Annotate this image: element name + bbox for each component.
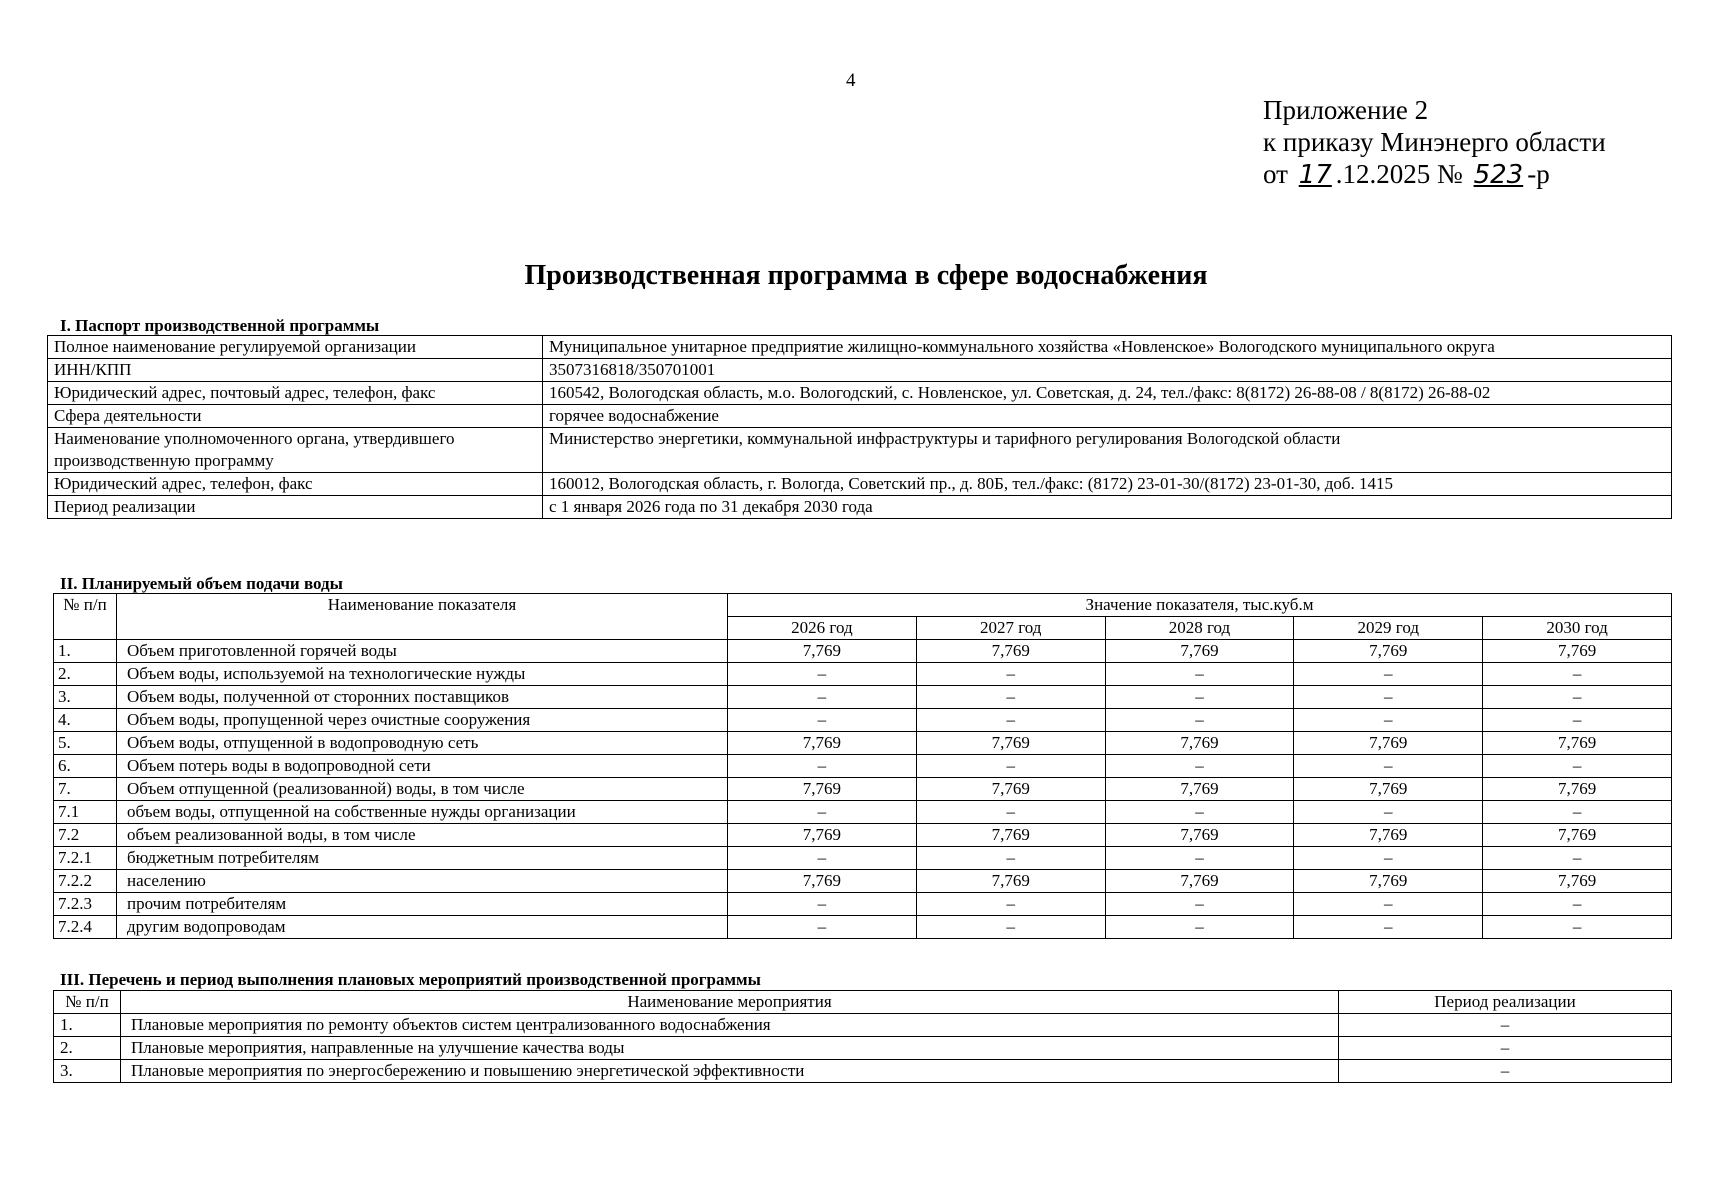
indicator-value: 7,769 bbox=[1294, 778, 1483, 801]
indicator-value: 7,769 bbox=[916, 870, 1105, 893]
row-number: 3. bbox=[54, 1060, 121, 1083]
row-number: 7.2 bbox=[54, 824, 117, 847]
table-row bbox=[54, 778, 1672, 801]
indicator-value: – bbox=[916, 709, 1105, 732]
table-row bbox=[54, 801, 1672, 824]
indicator-value: – bbox=[1294, 755, 1483, 778]
indicator-name: объем воды, отпущенной на собственные нужды организации bbox=[117, 801, 728, 824]
table-row bbox=[54, 1037, 1672, 1060]
indicator-name: Объем воды, используемой на технологические нужды bbox=[117, 663, 728, 686]
indicator-value: – bbox=[1105, 686, 1294, 709]
row-number: 2. bbox=[54, 663, 117, 686]
col-header-period: Период реализации bbox=[1339, 991, 1672, 1014]
indicator-value: 7,769 bbox=[1105, 778, 1294, 801]
table-row bbox=[54, 755, 1672, 778]
table-row bbox=[54, 663, 1672, 686]
indicator-name: объем реализованной воды, в том числе bbox=[117, 824, 728, 847]
document-title: Производственная программа в сфере водоснабжения bbox=[524, 260, 1208, 291]
row-number: 4. bbox=[54, 709, 117, 732]
measure-name: Плановые мероприятия по энергосбережению и повышению энергетической эффективности bbox=[121, 1060, 1339, 1083]
measure-period: – bbox=[1339, 1037, 1672, 1060]
year-header: 2026 год bbox=[728, 617, 917, 640]
indicator-value: – bbox=[916, 893, 1105, 916]
indicator-value: 7,769 bbox=[1483, 824, 1672, 847]
passport-value: Муниципальное унитарное предприятие жилищно-коммунального хозяйства «Новленское» Вологодского муниципального округа bbox=[543, 336, 1672, 359]
indicator-value: – bbox=[1105, 801, 1294, 824]
table-row bbox=[54, 824, 1672, 847]
indicator-value: – bbox=[1294, 663, 1483, 686]
indicator-value: – bbox=[728, 686, 917, 709]
measures-table bbox=[53, 990, 1672, 1083]
indicator-value: – bbox=[728, 801, 917, 824]
indicator-value: – bbox=[1105, 663, 1294, 686]
passport-row bbox=[48, 359, 1672, 382]
passport-value: 160012, Вологодская область, г. Вологда, Советский пр., д. 80Б, тел./факс: (8172) 23-01-30/(8172) 23-01-30, доб. 1415 bbox=[543, 473, 1672, 496]
appendix-line-2: к приказу Минэнерго области bbox=[1263, 127, 1606, 157]
indicator-value: – bbox=[1483, 755, 1672, 778]
indicator-name: прочим потребителям bbox=[117, 893, 728, 916]
indicator-value: – bbox=[728, 663, 917, 686]
indicator-value: – bbox=[1105, 893, 1294, 916]
indicator-value: 7,769 bbox=[1294, 824, 1483, 847]
indicator-value: 7,769 bbox=[1483, 640, 1672, 663]
indicator-value: – bbox=[1294, 801, 1483, 824]
indicator-value: – bbox=[1105, 755, 1294, 778]
measure-period: – bbox=[1339, 1060, 1672, 1083]
row-number: 7.2.4 bbox=[54, 916, 117, 939]
table-row bbox=[54, 893, 1672, 916]
row-number: 7.2.1 bbox=[54, 847, 117, 870]
indicator-value: – bbox=[1483, 916, 1672, 939]
row-number: 3. bbox=[54, 686, 117, 709]
indicator-value: – bbox=[728, 893, 917, 916]
handwritten-number: 523 bbox=[1473, 160, 1524, 190]
indicator-value: 7,769 bbox=[916, 732, 1105, 755]
col-header-name: Наименование показателя bbox=[117, 594, 728, 640]
indicator-value: – bbox=[916, 847, 1105, 870]
passport-key: Период реализации bbox=[48, 496, 543, 519]
passport-key: ИНН/КПП bbox=[48, 359, 543, 382]
indicator-name: Объем воды, полученной от сторонних поставщиков bbox=[117, 686, 728, 709]
indicator-value: 7,769 bbox=[728, 778, 917, 801]
col-header-measure: Наименование мероприятия bbox=[121, 991, 1339, 1014]
indicator-value: 7,769 bbox=[1105, 870, 1294, 893]
date-prefix: от bbox=[1263, 159, 1288, 189]
indicator-value: – bbox=[728, 847, 917, 870]
col-header-no: № п/п bbox=[54, 991, 121, 1014]
passport-table bbox=[47, 335, 1672, 519]
passport-key: Юридический адрес, телефон, факс bbox=[48, 473, 543, 496]
indicator-name: бюджетным потребителям bbox=[117, 847, 728, 870]
measure-name: Плановые мероприятия, направленные на улучшение качества воды bbox=[121, 1037, 1339, 1060]
row-number: 7.2.2 bbox=[54, 870, 117, 893]
indicator-name: населению bbox=[117, 870, 728, 893]
year-header: 2027 год bbox=[916, 617, 1105, 640]
appendix-date-line bbox=[1263, 158, 1606, 191]
indicator-value: – bbox=[1105, 709, 1294, 732]
appendix-line-1: Приложение 2 bbox=[1263, 95, 1429, 125]
row-number: 6. bbox=[54, 755, 117, 778]
passport-value: 160542, Вологодская область, м.о. Вологодский, с. Новленское, ул. Советская, д. 24, тел./факс: 8(8172) 26-88-08 / 8(8172) 26-88-02 bbox=[543, 382, 1672, 405]
passport-row bbox=[48, 496, 1672, 519]
volume-table bbox=[53, 593, 1672, 939]
number-suffix: -р bbox=[1527, 159, 1550, 189]
passport-value: 3507316818/350701001 bbox=[543, 359, 1672, 382]
table-row bbox=[54, 916, 1672, 939]
passport-row bbox=[48, 405, 1672, 428]
row-number: 1. bbox=[54, 1014, 121, 1037]
indicator-value: – bbox=[1483, 686, 1672, 709]
indicator-name: Объем отпущенной (реализованной) воды, в том числе bbox=[117, 778, 728, 801]
passport-value: горячее водоснабжение bbox=[543, 405, 1672, 428]
section-1-heading: I. Паспорт производственной программы bbox=[60, 316, 380, 335]
passport-row bbox=[48, 336, 1672, 359]
indicator-value: – bbox=[916, 663, 1105, 686]
passport-key: Наименование уполномоченного органа, утвердившего производственную программу bbox=[48, 428, 543, 473]
indicator-value: – bbox=[916, 801, 1105, 824]
indicator-value: – bbox=[1483, 847, 1672, 870]
table-row bbox=[54, 686, 1672, 709]
row-number: 7.2.3 bbox=[54, 893, 117, 916]
table-row bbox=[54, 870, 1672, 893]
indicator-value: 7,769 bbox=[728, 640, 917, 663]
measure-name: Плановые мероприятия по ремонту объектов систем централизованного водоснабжения bbox=[121, 1014, 1339, 1037]
indicator-value: – bbox=[1105, 916, 1294, 939]
indicator-name: Объем потерь воды в водопроводной сети bbox=[117, 755, 728, 778]
passport-key: Полное наименование регулируемой организации bbox=[48, 336, 543, 359]
indicator-value: – bbox=[1483, 709, 1672, 732]
indicator-value: – bbox=[1294, 686, 1483, 709]
indicator-value: – bbox=[1483, 893, 1672, 916]
passport-row bbox=[48, 473, 1672, 496]
passport-value: с 1 января 2026 года по 31 декабря 2030 года bbox=[543, 496, 1672, 519]
appendix-header bbox=[1263, 94, 1606, 191]
row-number: 5. bbox=[54, 732, 117, 755]
indicator-value: – bbox=[1294, 847, 1483, 870]
indicator-value: 7,769 bbox=[1105, 824, 1294, 847]
row-number: 1. bbox=[54, 640, 117, 663]
indicator-value: – bbox=[1294, 916, 1483, 939]
year-header: 2029 год bbox=[1294, 617, 1483, 640]
indicator-value: 7,769 bbox=[1294, 732, 1483, 755]
section-3-heading: III. Перечень и период выполнения плановых мероприятий производственной программы bbox=[60, 970, 761, 989]
indicator-value: 7,769 bbox=[728, 732, 917, 755]
indicator-value: – bbox=[728, 709, 917, 732]
indicator-value: 7,769 bbox=[1483, 732, 1672, 755]
indicator-value: – bbox=[1483, 663, 1672, 686]
indicator-value: 7,769 bbox=[1483, 870, 1672, 893]
indicator-value: – bbox=[1294, 709, 1483, 732]
indicator-value: 7,769 bbox=[1105, 640, 1294, 663]
table-row bbox=[54, 1014, 1672, 1037]
indicator-value: 7,769 bbox=[728, 870, 917, 893]
indicator-name: Объем воды, отпущенной в водопроводную сеть bbox=[117, 732, 728, 755]
indicator-value: 7,769 bbox=[916, 778, 1105, 801]
row-number: 2. bbox=[54, 1037, 121, 1060]
year-header: 2028 год bbox=[1105, 617, 1294, 640]
table-row bbox=[54, 640, 1672, 663]
table-row bbox=[54, 847, 1672, 870]
indicator-value: 7,769 bbox=[1294, 870, 1483, 893]
page-number: 4 bbox=[846, 70, 856, 91]
indicator-value: 7,769 bbox=[916, 824, 1105, 847]
indicator-value: – bbox=[916, 686, 1105, 709]
row-number: 7. bbox=[54, 778, 117, 801]
passport-key: Юридический адрес, почтовый адрес, телефон, факс bbox=[48, 382, 543, 405]
table-row bbox=[54, 709, 1672, 732]
table-row bbox=[54, 1060, 1672, 1083]
indicator-value: – bbox=[916, 755, 1105, 778]
table-row bbox=[54, 732, 1672, 755]
indicator-value: 7,769 bbox=[1105, 732, 1294, 755]
year-header: 2030 год bbox=[1483, 617, 1672, 640]
section-2-heading: II. Планируемый объем подачи воды bbox=[60, 574, 343, 593]
indicator-value: – bbox=[728, 755, 917, 778]
indicator-name: другим водопроводам bbox=[117, 916, 728, 939]
passport-value: Министерство энергетики, коммунальной инфраструктуры и тарифного регулирования Вологодской области bbox=[543, 428, 1672, 473]
indicator-value: – bbox=[916, 916, 1105, 939]
indicator-value: 7,769 bbox=[1294, 640, 1483, 663]
indicator-value: 7,769 bbox=[916, 640, 1105, 663]
indicator-name: Объем приготовленной горячей воды bbox=[117, 640, 728, 663]
row-number: 7.1 bbox=[54, 801, 117, 824]
passport-key: Сфера деятельности bbox=[48, 405, 543, 428]
measure-period: – bbox=[1339, 1014, 1672, 1037]
col-header-value: Значение показателя, тыс.куб.м bbox=[728, 594, 1672, 617]
indicator-value: – bbox=[728, 916, 917, 939]
indicator-name: Объем воды, пропущенной через очистные сооружения bbox=[117, 709, 728, 732]
handwritten-day: 17 bbox=[1298, 160, 1332, 190]
date-rest: .12.2025 № bbox=[1335, 159, 1463, 189]
indicator-value: – bbox=[1105, 847, 1294, 870]
passport-row bbox=[48, 382, 1672, 405]
indicator-value: – bbox=[1294, 893, 1483, 916]
indicator-value: 7,769 bbox=[728, 824, 917, 847]
indicator-value: – bbox=[1483, 801, 1672, 824]
passport-row bbox=[48, 428, 1672, 473]
col-header-no: № п/п bbox=[54, 594, 117, 640]
indicator-value: 7,769 bbox=[1483, 778, 1672, 801]
